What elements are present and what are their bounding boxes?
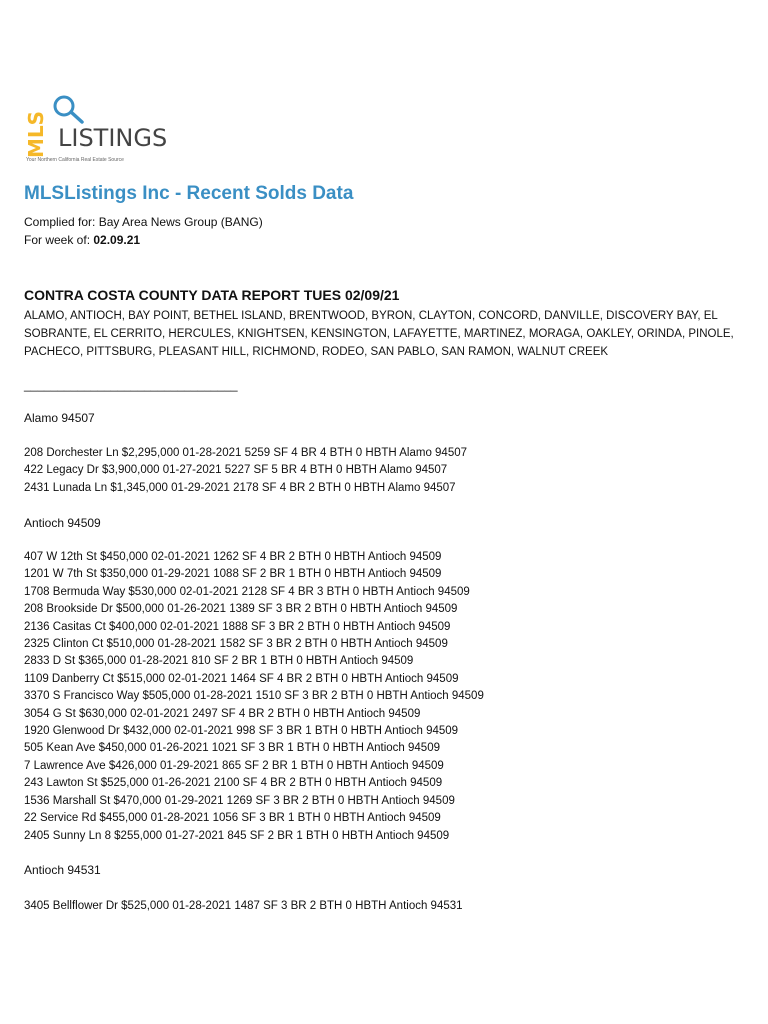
- city-list: ALAMO, ANTIOCH, BAY POINT, BETHEL ISLAND, BRENTWOOD, BYRON, CLAYTON, CONCORD, DANVILLE, DISCOVERY BAY, EL SOBRANTE, EL CERRITO, HERCULES, KNIGHTSEN, KENSINGTON, LAFAYETTE, MARTINEZ, MORAGA, OAKLEY, ORINDA, PINOLE, PACHECO, PITTSBURG, PLEASANT HILL, RICHMOND, RODEO, SAN PABLO, SAN RAMON, WALNUT CREEK: [24, 310, 734, 358]
- listing-row: 22 Service Rd $455,000 01-28-2021 1056 SF 3 BR 1 BTH 0 HBTH Antioch 94509: [24, 812, 441, 825]
- listing-group-antioch-94509: [24, 549, 484, 845]
- compiled-for: Complied for: Bay Area News Group (BANG): [24, 215, 263, 229]
- listing-row: 1109 Danberry Ct $515,000 02-01-2021 1464 SF 4 BR 2 BTH 0 HBTH Antioch 94509: [24, 672, 459, 685]
- listing-row: 407 W 12th St $450,000 02-01-2021 1262 SF 4 BR 2 BTH 0 HBTH Antioch 94509: [24, 551, 442, 563]
- listing-row: 3405 Bellflower Dr $525,000 01-28-2021 1487 SF 3 BR 2 BTH 0 HBTH Antioch 94531: [24, 900, 463, 912]
- listing-row: 1708 Bermuda Way $530,000 02-01-2021 2128 SF 4 BR 3 BTH 0 HBTH Antioch 94509: [24, 585, 470, 598]
- listing-group-alamo-94507: [24, 445, 467, 497]
- week-of-line: [24, 233, 140, 247]
- week-value: 02.09.21: [93, 233, 141, 247]
- section-heading: Antioch 94509: [24, 516, 101, 530]
- listing-row: 243 Lawton St $525,000 01-26-2021 2100 SF 4 BR 2 BTH 0 HBTH Antioch 94509: [24, 777, 443, 790]
- listing-row: 2405 Sunny Ln 8 $255,000 01-27-2021 845 SF 2 BR 1 BTH 0 HBTH Antioch 94509: [24, 829, 450, 842]
- logo-listings-text: LISTINGS: [58, 124, 168, 152]
- listing-row: 2325 Clinton Ct $510,000 01-28-2021 1582 SF 3 BR 2 BTH 0 HBTH Antioch 94509: [24, 638, 448, 651]
- listing-row: 1201 W 7th St $350,000 01-29-2021 1088 SF 2 BR 1 BTH 0 HBTH Antioch 94509: [24, 568, 442, 581]
- section-heading: Antioch 94531: [24, 863, 101, 877]
- listing-group-antioch-94531: [24, 898, 463, 915]
- listing-row: 2431 Lunada Ln $1,345,000 01-29-2021 2178 SF 4 BR 2 BTH 0 HBTH Alamo 94507: [24, 481, 456, 494]
- page-title: MLSListings Inc - Recent Solds Data: [24, 183, 354, 204]
- listing-row: 7 Lawrence Ave $426,000 01-29-2021 865 SF 2 BR 1 BTH 0 HBTH Antioch 94509: [24, 759, 444, 772]
- mlslistings-logo: [24, 92, 174, 170]
- listing-row: 505 Kean Ave $450,000 01-26-2021 1021 SF 3 BR 1 BTH 0 HBTH Antioch 94509: [24, 742, 440, 755]
- logo-tagline: Your Northern California Real Estate Source: [26, 157, 124, 163]
- listing-row: 2136 Casitas Ct $400,000 02-01-2021 1888 SF 3 BR 2 BTH 0 HBTH Antioch 94509: [24, 620, 451, 633]
- week-label: For week of:: [24, 233, 94, 247]
- report-title: CONTRA COSTA COUNTY DATA REPORT TUES 02/09/21: [24, 287, 400, 303]
- section-heading: Alamo 94507: [24, 411, 95, 425]
- listing-row: 3054 G St $630,000 02-01-2021 2497 SF 4 BR 2 BTH 0 HBTH Antioch 94509: [24, 707, 421, 720]
- listing-row: 2833 D St $365,000 01-28-2021 810 SF 2 BR 1 BTH 0 HBTH Antioch 94509: [24, 655, 414, 668]
- separator-line: ________________________________: [24, 378, 238, 392]
- listing-row: 208 Dorchester Ln $2,295,000 01-28-2021 5259 SF 4 BR 4 BTH 0 HBTH Alamo 94507: [24, 447, 468, 459]
- listing-row: 422 Legacy Dr $3,900,000 01-27-2021 5227 SF 5 BR 4 BTH 0 HBTH Alamo 94507: [24, 464, 448, 477]
- logo-mls-text: MLS: [24, 110, 48, 158]
- listing-row: 1920 Glenwood Dr $432,000 02-01-2021 998 SF 3 BR 1 BTH 0 HBTH Antioch 94509: [24, 725, 459, 738]
- listing-row: 3370 S Francisco Way $505,000 01-28-2021 1510 SF 3 BR 2 BTH 0 HBTH Antioch 94509: [24, 690, 484, 703]
- listing-row: 208 Brookside Dr $500,000 01-26-2021 1389 SF 3 BR 2 BTH 0 HBTH Antioch 94509: [24, 603, 458, 616]
- listing-row: 1536 Marshall St $470,000 01-29-2021 1269 SF 3 BR 2 BTH 0 HBTH Antioch 94509: [24, 794, 455, 807]
